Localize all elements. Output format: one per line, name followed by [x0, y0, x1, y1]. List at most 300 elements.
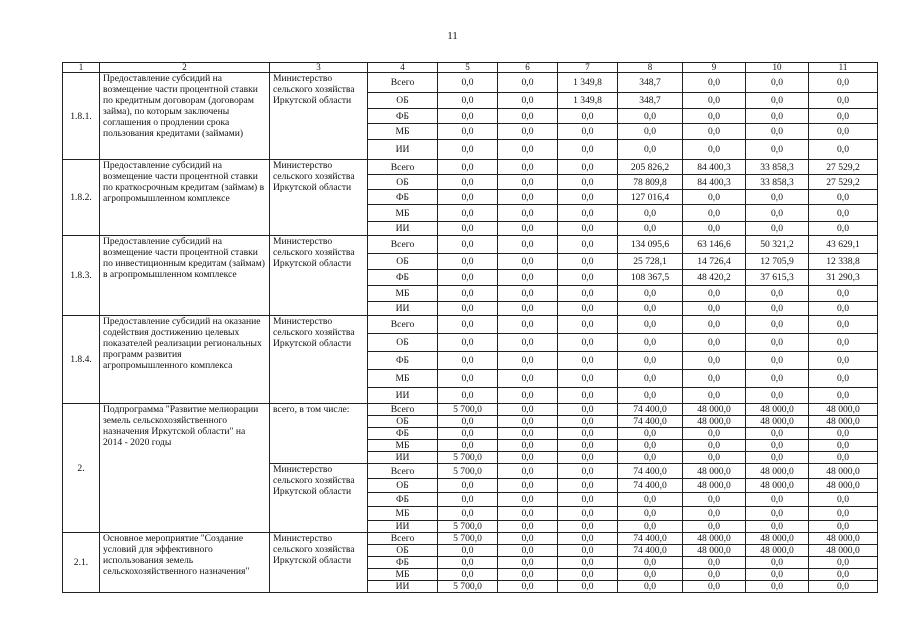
amount-col-11: 0,0 — [809, 140, 878, 160]
amount-col-5: 0,0 — [438, 569, 498, 581]
amount-col-6: 0,0 — [498, 222, 558, 236]
amount-col-11: 0,0 — [809, 452, 878, 464]
activity-name: Предоставление субсидий на возмещение части процентной ставки по инвестиционным кредитам (займам) в агропромышленном комплексе — [100, 236, 270, 316]
executor: Министерство сельского хозяйства Иркутской области — [270, 464, 368, 533]
amount-col-8: 0,0 — [618, 302, 683, 316]
amount-col-6: 0,0 — [498, 270, 558, 286]
amount-col-11: 0,0 — [809, 93, 878, 109]
column-number-1: 1 — [63, 63, 100, 73]
amount-col-9: 0,0 — [683, 388, 746, 404]
amount-col-9: 0,0 — [683, 302, 746, 316]
amount-col-7: 0,0 — [558, 440, 618, 452]
amount-col-10: 0,0 — [746, 352, 809, 370]
amount-col-11: 0,0 — [809, 569, 878, 581]
amount-col-8: 0,0 — [618, 222, 683, 236]
executor: Министерство сельского хозяйства Иркутской области — [270, 316, 368, 404]
amount-col-10: 0,0 — [746, 428, 809, 440]
amount-col-5: 0,0 — [438, 124, 498, 140]
amount-col-5: 0,0 — [438, 254, 498, 270]
amount-col-9: 0,0 — [683, 334, 746, 352]
funding-source: ИИ — [368, 581, 438, 593]
amount-col-5: 5 700,0 — [438, 521, 498, 533]
amount-col-8: 0,0 — [618, 334, 683, 352]
amount-col-7: 0,0 — [558, 302, 618, 316]
amount-col-10: 48 000,0 — [746, 545, 809, 557]
amount-col-5: 0,0 — [438, 507, 498, 521]
activity-name: Подпрограмма "Развитие мелиорации земель сельскохозяйственного назначения Иркутской области" на 2014 - 2020 годы — [100, 404, 270, 533]
amount-col-7: 0,0 — [558, 222, 618, 236]
amount-col-10: 0,0 — [746, 370, 809, 388]
column-number-11: 11 — [809, 63, 878, 73]
amount-col-6: 0,0 — [498, 545, 558, 557]
funding-source: МБ — [368, 286, 438, 302]
financing-table — [62, 62, 878, 593]
column-number-5: 5 — [438, 63, 498, 73]
amount-col-6: 0,0 — [498, 190, 558, 205]
amount-col-10: 48 000,0 — [746, 404, 809, 416]
amount-col-7: 0,0 — [558, 109, 618, 124]
amount-col-6: 0,0 — [498, 416, 558, 428]
amount-col-11: 0,0 — [809, 428, 878, 440]
row-code: 2.1. — [63, 533, 100, 593]
amount-col-11: 48 000,0 — [809, 464, 878, 479]
amount-col-5: 5 700,0 — [438, 404, 498, 416]
amount-col-5: 0,0 — [438, 190, 498, 205]
amount-col-10: 0,0 — [746, 190, 809, 205]
amount-col-8: 0,0 — [618, 352, 683, 370]
amount-col-9: 0,0 — [683, 205, 746, 222]
column-number-2: 2 — [100, 63, 270, 73]
amount-col-9: 0,0 — [683, 140, 746, 160]
amount-col-11: 0,0 — [809, 302, 878, 316]
amount-col-5: 0,0 — [438, 416, 498, 428]
amount-col-5: 0,0 — [438, 175, 498, 190]
amount-col-6: 0,0 — [498, 388, 558, 404]
amount-col-5: 0,0 — [438, 222, 498, 236]
amount-col-9: 63 146,6 — [683, 236, 746, 254]
amount-col-6: 0,0 — [498, 352, 558, 370]
amount-col-9: 0,0 — [683, 109, 746, 124]
amount-col-7: 0,0 — [558, 236, 618, 254]
funding-source: ФБ — [368, 270, 438, 286]
amount-col-11: 0,0 — [809, 521, 878, 533]
amount-col-8: 0,0 — [618, 493, 683, 507]
funding-source: ОБ — [368, 479, 438, 493]
executor: всего, в том числе: — [270, 404, 368, 464]
amount-col-8: 0,0 — [618, 569, 683, 581]
amount-col-7: 0,0 — [558, 388, 618, 404]
amount-col-8: 78 809,8 — [618, 175, 683, 190]
amount-col-7: 0,0 — [558, 352, 618, 370]
amount-col-11: 0,0 — [809, 388, 878, 404]
amount-col-9: 48 000,0 — [683, 404, 746, 416]
amount-col-6: 0,0 — [498, 533, 558, 545]
amount-col-7: 0,0 — [558, 521, 618, 533]
amount-col-11: 48 000,0 — [809, 533, 878, 545]
amount-col-8: 205 826,2 — [618, 160, 683, 175]
amount-col-5: 0,0 — [438, 302, 498, 316]
amount-col-7: 0,0 — [558, 452, 618, 464]
amount-col-9: 0,0 — [683, 557, 746, 569]
amount-col-9: 48 000,0 — [683, 479, 746, 493]
amount-col-9: 48 420,2 — [683, 270, 746, 286]
amount-col-7: 0,0 — [558, 160, 618, 175]
amount-col-5: 5 700,0 — [438, 533, 498, 545]
amount-col-10: 48 000,0 — [746, 533, 809, 545]
amount-col-9: 0,0 — [683, 124, 746, 140]
funding-source: ИИ — [368, 521, 438, 533]
amount-col-6: 0,0 — [498, 493, 558, 507]
column-number-8: 8 — [618, 63, 683, 73]
amount-col-10: 0,0 — [746, 388, 809, 404]
amount-col-5: 5 700,0 — [438, 452, 498, 464]
amount-col-11: 48 000,0 — [809, 545, 878, 557]
funding-source: Всего — [368, 464, 438, 479]
executor: Министерство сельского хозяйства Иркутской области — [270, 533, 368, 593]
amount-col-7: 0,0 — [558, 507, 618, 521]
amount-col-11: 0,0 — [809, 370, 878, 388]
funding-source: ОБ — [368, 254, 438, 270]
amount-col-7: 0,0 — [558, 479, 618, 493]
amount-col-5: 0,0 — [438, 493, 498, 507]
amount-col-6: 0,0 — [498, 93, 558, 109]
activity-name: Предоставление субсидий на возмещение части процентной ставки по краткосрочным кредитам (займам) в агропромышленном комплексе — [100, 160, 270, 236]
amount-col-9: 48 000,0 — [683, 416, 746, 428]
funding-source: Всего — [368, 236, 438, 254]
amount-col-9: 0,0 — [683, 190, 746, 205]
amount-col-11: 27 529,2 — [809, 160, 878, 175]
amount-col-11: 0,0 — [809, 581, 878, 593]
amount-col-10: 0,0 — [746, 222, 809, 236]
amount-col-11: 0,0 — [809, 286, 878, 302]
amount-col-9: 0,0 — [683, 440, 746, 452]
funding-source: ОБ — [368, 545, 438, 557]
amount-col-11: 0,0 — [809, 124, 878, 140]
column-number-7: 7 — [558, 63, 618, 73]
row-code: 1.8.4. — [63, 316, 100, 404]
funding-source: ФБ — [368, 190, 438, 205]
amount-col-8: 0,0 — [618, 452, 683, 464]
amount-col-10: 37 615,3 — [746, 270, 809, 286]
amount-col-10: 0,0 — [746, 73, 809, 93]
amount-col-9: 0,0 — [683, 352, 746, 370]
amount-col-6: 0,0 — [498, 73, 558, 93]
amount-col-10: 48 000,0 — [746, 479, 809, 493]
funding-source: ФБ — [368, 493, 438, 507]
row-code: 1.8.2. — [63, 160, 100, 236]
funding-source: МБ — [368, 370, 438, 388]
amount-col-8: 74 400,0 — [618, 479, 683, 493]
amount-col-5: 0,0 — [438, 73, 498, 93]
funding-source: ИИ — [368, 388, 438, 404]
amount-col-5: 0,0 — [438, 205, 498, 222]
funding-source: ОБ — [368, 334, 438, 352]
amount-col-10: 0,0 — [746, 109, 809, 124]
amount-col-6: 0,0 — [498, 569, 558, 581]
amount-col-7: 0,0 — [558, 175, 618, 190]
column-number-10: 10 — [746, 63, 809, 73]
funding-source: ИИ — [368, 222, 438, 236]
amount-col-9: 0,0 — [683, 222, 746, 236]
funding-source: МБ — [368, 124, 438, 140]
amount-col-5: 0,0 — [438, 545, 498, 557]
amount-col-8: 0,0 — [618, 109, 683, 124]
amount-col-5: 0,0 — [438, 370, 498, 388]
amount-col-7: 0,0 — [558, 370, 618, 388]
amount-col-10: 0,0 — [746, 581, 809, 593]
funding-source: ФБ — [368, 428, 438, 440]
amount-col-11: 0,0 — [809, 316, 878, 334]
column-number-9: 9 — [683, 63, 746, 73]
amount-col-6: 0,0 — [498, 286, 558, 302]
amount-col-6: 0,0 — [498, 557, 558, 569]
amount-col-6: 0,0 — [498, 316, 558, 334]
amount-col-8: 74 400,0 — [618, 464, 683, 479]
amount-col-8: 0,0 — [618, 557, 683, 569]
amount-col-7: 1 349,8 — [558, 93, 618, 109]
amount-col-11: 0,0 — [809, 334, 878, 352]
amount-col-6: 0,0 — [498, 205, 558, 222]
amount-col-9: 0,0 — [683, 493, 746, 507]
amount-col-5: 5 700,0 — [438, 464, 498, 479]
amount-col-10: 0,0 — [746, 334, 809, 352]
amount-col-10: 48 000,0 — [746, 416, 809, 428]
amount-col-7: 0,0 — [558, 124, 618, 140]
amount-col-10: 0,0 — [746, 93, 809, 109]
amount-col-10: 0,0 — [746, 493, 809, 507]
amount-col-6: 0,0 — [498, 160, 558, 175]
amount-col-7: 0,0 — [558, 270, 618, 286]
amount-col-6: 0,0 — [498, 521, 558, 533]
amount-col-6: 0,0 — [498, 140, 558, 160]
amount-col-11: 48 000,0 — [809, 479, 878, 493]
amount-col-9: 14 726,4 — [683, 254, 746, 270]
funding-source: ОБ — [368, 416, 438, 428]
amount-col-9: 84 400,3 — [683, 160, 746, 175]
amount-col-8: 0,0 — [618, 205, 683, 222]
activity-name: Предоставление субсидий на возмещение части процентной ставки по кредитным договорам (договорам займа), по которым заключены соглашения о продлении срока пользования кредитами (займами) — [100, 73, 270, 160]
amount-col-9: 48 000,0 — [683, 464, 746, 479]
amount-col-8: 74 400,0 — [618, 545, 683, 557]
amount-col-6: 0,0 — [498, 581, 558, 593]
amount-col-10: 33 858,3 — [746, 160, 809, 175]
amount-col-6: 0,0 — [498, 428, 558, 440]
amount-col-9: 0,0 — [683, 428, 746, 440]
funding-source: ОБ — [368, 93, 438, 109]
amount-col-11: 0,0 — [809, 190, 878, 205]
amount-col-10: 0,0 — [746, 507, 809, 521]
amount-col-8: 74 400,0 — [618, 404, 683, 416]
amount-col-7: 0,0 — [558, 581, 618, 593]
amount-col-11: 0,0 — [809, 205, 878, 222]
amount-col-8: 74 400,0 — [618, 533, 683, 545]
amount-col-11: 27 529,2 — [809, 175, 878, 190]
funding-source: МБ — [368, 440, 438, 452]
amount-col-8: 0,0 — [618, 124, 683, 140]
funding-source: ИИ — [368, 302, 438, 316]
amount-col-7: 1 349,8 — [558, 73, 618, 93]
amount-col-11: 0,0 — [809, 73, 878, 93]
table-row — [63, 236, 878, 254]
amount-col-9: 0,0 — [683, 370, 746, 388]
amount-col-8: 0,0 — [618, 440, 683, 452]
amount-col-10: 0,0 — [746, 140, 809, 160]
amount-col-6: 0,0 — [498, 175, 558, 190]
amount-col-11: 48 000,0 — [809, 416, 878, 428]
amount-col-6: 0,0 — [498, 452, 558, 464]
funding-source: МБ — [368, 569, 438, 581]
table-row — [63, 160, 878, 175]
table-row — [63, 73, 878, 93]
amount-col-6: 0,0 — [498, 254, 558, 270]
amount-col-10: 0,0 — [746, 569, 809, 581]
amount-col-10: 0,0 — [746, 205, 809, 222]
amount-col-5: 0,0 — [438, 93, 498, 109]
amount-col-6: 0,0 — [498, 370, 558, 388]
amount-col-5: 0,0 — [438, 236, 498, 254]
amount-col-10: 0,0 — [746, 440, 809, 452]
amount-col-11: 0,0 — [809, 440, 878, 452]
amount-col-8: 25 728,1 — [618, 254, 683, 270]
amount-col-10: 48 000,0 — [746, 464, 809, 479]
amount-col-5: 0,0 — [438, 286, 498, 302]
amount-col-7: 0,0 — [558, 493, 618, 507]
amount-col-8: 0,0 — [618, 370, 683, 388]
amount-col-11: 0,0 — [809, 493, 878, 507]
column-number-3: 3 — [270, 63, 368, 73]
amount-col-8: 0,0 — [618, 581, 683, 593]
amount-col-7: 0,0 — [558, 316, 618, 334]
amount-col-10: 0,0 — [746, 521, 809, 533]
amount-col-8: 0,0 — [618, 507, 683, 521]
amount-col-5: 0,0 — [438, 440, 498, 452]
amount-col-6: 0,0 — [498, 507, 558, 521]
funding-source: ФБ — [368, 352, 438, 370]
row-code: 1.8.3. — [63, 236, 100, 316]
amount-col-5: 0,0 — [438, 316, 498, 334]
column-number-row — [63, 63, 878, 73]
amount-col-10: 0,0 — [746, 316, 809, 334]
amount-col-10: 0,0 — [746, 452, 809, 464]
amount-col-11: 0,0 — [809, 507, 878, 521]
amount-col-7: 0,0 — [558, 533, 618, 545]
amount-col-8: 127 016,4 — [618, 190, 683, 205]
amount-col-8: 108 367,5 — [618, 270, 683, 286]
funding-source: ФБ — [368, 557, 438, 569]
row-code: 1.8.1. — [63, 73, 100, 160]
funding-source: ОБ — [368, 175, 438, 190]
amount-col-7: 0,0 — [558, 545, 618, 557]
amount-col-7: 0,0 — [558, 254, 618, 270]
amount-col-10: 0,0 — [746, 286, 809, 302]
amount-col-8: 0,0 — [618, 140, 683, 160]
amount-col-5: 5 700,0 — [438, 581, 498, 593]
amount-col-5: 0,0 — [438, 428, 498, 440]
amount-col-7: 0,0 — [558, 205, 618, 222]
amount-col-7: 0,0 — [558, 140, 618, 160]
table-row — [63, 533, 878, 545]
amount-col-5: 0,0 — [438, 140, 498, 160]
amount-col-9: 0,0 — [683, 93, 746, 109]
amount-col-7: 0,0 — [558, 286, 618, 302]
amount-col-11: 0,0 — [809, 222, 878, 236]
amount-col-5: 0,0 — [438, 352, 498, 370]
amount-col-9: 0,0 — [683, 316, 746, 334]
amount-col-6: 0,0 — [498, 109, 558, 124]
executor: Министерство сельского хозяйства Иркутской области — [270, 236, 368, 316]
amount-col-9: 84 400,3 — [683, 175, 746, 190]
funding-source: Всего — [368, 404, 438, 416]
amount-col-10: 0,0 — [746, 302, 809, 316]
funding-source: ФБ — [368, 109, 438, 124]
amount-col-6: 0,0 — [498, 404, 558, 416]
amount-col-6: 0,0 — [498, 479, 558, 493]
amount-col-11: 0,0 — [809, 557, 878, 569]
amount-col-5: 0,0 — [438, 109, 498, 124]
amount-col-5: 0,0 — [438, 160, 498, 175]
activity-name: Основное мероприятие "Создание условий для эффективного использования земель сельскохозяйственного назначения" — [100, 533, 270, 593]
amount-col-5: 0,0 — [438, 479, 498, 493]
amount-col-5: 0,0 — [438, 388, 498, 404]
amount-col-7: 0,0 — [558, 428, 618, 440]
amount-col-10: 33 858,3 — [746, 175, 809, 190]
amount-col-8: 134 095,6 — [618, 236, 683, 254]
amount-col-11: 12 338,8 — [809, 254, 878, 270]
amount-col-8: 0,0 — [618, 388, 683, 404]
amount-col-8: 348,7 — [618, 93, 683, 109]
amount-col-9: 48 000,0 — [683, 533, 746, 545]
amount-col-9: 0,0 — [683, 507, 746, 521]
activity-name: Предоставление субсидий на оказание содействия достижению целевых показателей реализации региональных программ развития агропромышленного комплекса — [100, 316, 270, 404]
table-row — [63, 404, 878, 416]
funding-source: Всего — [368, 533, 438, 545]
amount-col-10: 50 321,2 — [746, 236, 809, 254]
amount-col-10: 0,0 — [746, 124, 809, 140]
amount-col-6: 0,0 — [498, 124, 558, 140]
amount-col-6: 0,0 — [498, 464, 558, 479]
amount-col-7: 0,0 — [558, 464, 618, 479]
amount-col-5: 0,0 — [438, 334, 498, 352]
amount-col-5: 0,0 — [438, 270, 498, 286]
amount-col-9: 0,0 — [683, 73, 746, 93]
amount-col-8: 0,0 — [618, 521, 683, 533]
column-number-6: 6 — [498, 63, 558, 73]
amount-col-7: 0,0 — [558, 416, 618, 428]
amount-col-8: 0,0 — [618, 316, 683, 334]
amount-col-9: 48 000,0 — [683, 545, 746, 557]
funding-source: ИИ — [368, 140, 438, 160]
amount-col-8: 74 400,0 — [618, 416, 683, 428]
amount-col-7: 0,0 — [558, 404, 618, 416]
funding-source: ИИ — [368, 452, 438, 464]
row-code: 2. — [63, 404, 100, 533]
amount-col-11: 31 290,3 — [809, 270, 878, 286]
amount-col-9: 0,0 — [683, 581, 746, 593]
amount-col-10: 0,0 — [746, 557, 809, 569]
amount-col-7: 0,0 — [558, 190, 618, 205]
funding-source: МБ — [368, 507, 438, 521]
table-row — [63, 316, 878, 334]
amount-col-6: 0,0 — [498, 302, 558, 316]
amount-col-10: 12 705,9 — [746, 254, 809, 270]
funding-source: Всего — [368, 160, 438, 175]
page-number: 11 — [447, 30, 458, 42]
amount-col-9: 0,0 — [683, 521, 746, 533]
funding-source: МБ — [368, 205, 438, 222]
amount-col-7: 0,0 — [558, 334, 618, 352]
amount-col-7: 0,0 — [558, 569, 618, 581]
amount-col-8: 348,7 — [618, 73, 683, 93]
